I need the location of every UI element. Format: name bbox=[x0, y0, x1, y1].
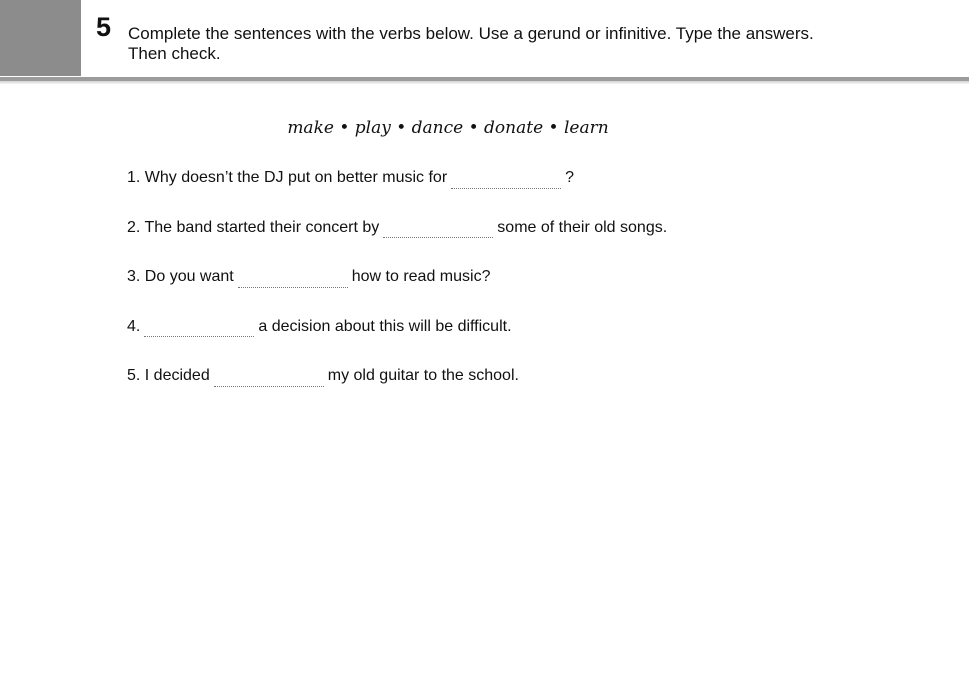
sentence-3-prefix: 3. Do you want bbox=[127, 268, 234, 285]
instruction-line-1: Complete the sentences with the verbs below. Use a gerund or infinitive. Type the answers. bbox=[128, 24, 814, 43]
exercise-header bbox=[0, 0, 969, 84]
sentence-5-suffix: my old guitar to the school. bbox=[327, 367, 519, 384]
instruction-line-2: Then check. bbox=[128, 44, 221, 63]
exercise-number: 5 bbox=[96, 12, 112, 42]
sentence-2-prefix: 2. The band started their concert by bbox=[127, 218, 380, 236]
sentence-2 bbox=[127, 218, 667, 268]
sentence-1-suffix: ? bbox=[565, 169, 575, 186]
header-grey-block bbox=[0, 0, 81, 76]
answer-input-1[interactable] bbox=[451, 172, 561, 189]
sentence-4-suffix: a decision about this will be difficult. bbox=[258, 317, 512, 335]
answer-input-4[interactable] bbox=[144, 320, 254, 337]
sentence-1-prefix: 1. Why doesn’t the DJ put on better music for bbox=[127, 169, 448, 186]
header-divider-shadow bbox=[0, 81, 969, 84]
sentence-3 bbox=[127, 267, 667, 317]
sentence-4 bbox=[127, 317, 667, 367]
answer-input-5[interactable] bbox=[214, 370, 324, 387]
exercise-instructions bbox=[128, 24, 908, 64]
sentence-1 bbox=[127, 168, 667, 218]
sentence-list bbox=[127, 168, 667, 416]
sentence-3-suffix: how to read music? bbox=[351, 268, 491, 285]
sentence-5-prefix: 5. I decided bbox=[127, 367, 210, 384]
sentence-5 bbox=[127, 366, 667, 416]
sentence-2-suffix: some of their old songs. bbox=[497, 218, 668, 236]
sentence-4-prefix: 4. bbox=[127, 317, 141, 335]
answer-input-2[interactable] bbox=[383, 221, 493, 238]
answer-input-3[interactable] bbox=[238, 271, 348, 288]
word-bank: make • play • dance • donate • learn bbox=[287, 118, 609, 138]
